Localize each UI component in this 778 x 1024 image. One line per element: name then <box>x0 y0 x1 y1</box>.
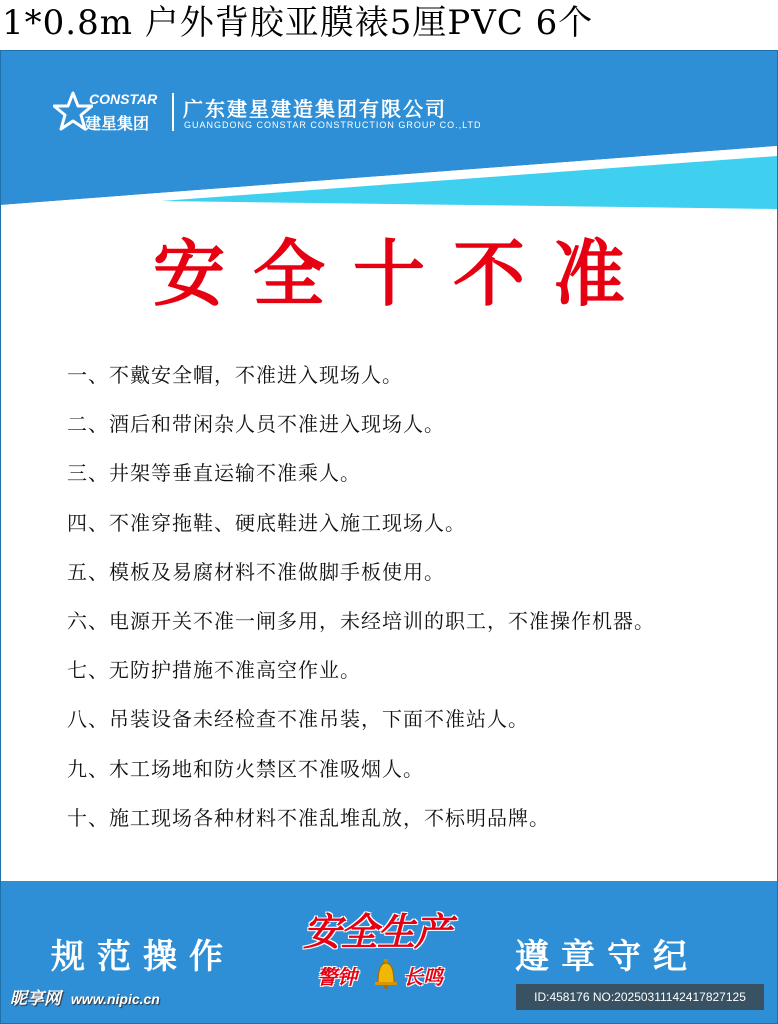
company-name-english: GUANGDONG CONSTAR CONSTRUCTION GROUP CO.,LTD <box>184 120 482 130</box>
bell-icon <box>373 959 399 989</box>
rules-list <box>67 351 767 843</box>
watermark-site: www.nipic.cn <box>70 991 160 1007</box>
top-caption: 1*0.8m 户外背胶亚膜裱5厘PVC 6个 <box>0 0 778 50</box>
rule-item: 一、不戴安全帽，不准进入现场人。 <box>67 363 403 387</box>
rule-item: 六、电源开关不准一闸多用，未经培训的职工，不准操作机器。 <box>67 608 655 633</box>
slogan-sub-left: 警钟 <box>317 965 357 989</box>
safety-slogan-logo <box>301 901 477 1011</box>
header-band <box>1 51 777 221</box>
company-name-chinese: 广东建星建造集团有限公司 <box>183 97 447 121</box>
footer-slogan-right: 遵章守纪 <box>515 937 699 977</box>
logo-divider <box>172 93 174 131</box>
rule-item: 二、酒后和带闲杂人员不准进入现场人。 <box>67 412 445 437</box>
rule-item: 八、吊装设备未经检查不准吊装，下面不准站人。 <box>67 707 529 732</box>
rule-item: 四、不准穿拖鞋、硬底鞋进入施工现场人。 <box>67 510 466 535</box>
rule-item: 三、井架等垂直运输不准乘人。 <box>67 461 361 486</box>
safety-sign-board <box>0 50 778 1024</box>
slogan-sub-right: 长鸣 <box>403 965 443 989</box>
logo-chinese-name: 建星集团 <box>85 114 150 133</box>
slogan-main-text: 安全生产 <box>303 910 452 954</box>
watermark-brand-name: 昵享网 <box>10 989 61 1009</box>
image-id-label: ID:458176 NO:20250311142417827125 <box>516 984 764 1010</box>
sign-title: 安全十不准 <box>152 232 653 316</box>
rule-item: 七、无防护措施不准高空作业。 <box>67 658 361 683</box>
rule-item: 九、木工场地和防火禁区不准吸烟人。 <box>67 756 424 781</box>
rule-item: 十、施工现场各种材料不准乱堆乱放，不标明品牌。 <box>67 805 550 830</box>
footer-slogan-left: 规范操作 <box>51 937 235 977</box>
logo-english-name: CONSTAR <box>89 91 158 107</box>
rule-item: 五、模板及易腐材料不准做脚手板使用。 <box>67 559 445 584</box>
watermark-brand <box>10 984 160 1009</box>
